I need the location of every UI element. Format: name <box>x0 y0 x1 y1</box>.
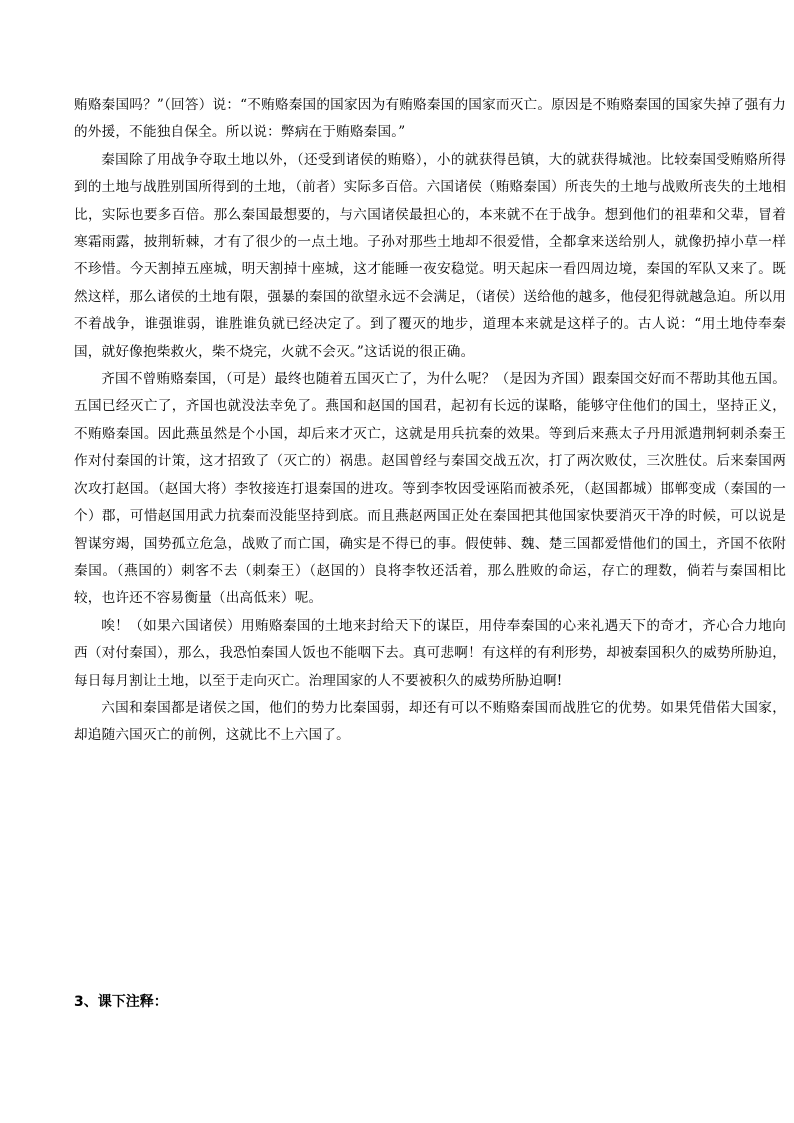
paragraph-5: 六国和秦国都是诸侯之国，他们的势力比秦国弱，却还有可以不贿赂秦国而战胜它的优势。如果凭借偌大国家，却追随六国灭亡的前例，这就比不上六国了。 <box>74 699 786 744</box>
paragraph-3: 齐国不曾贿赂秦国，（可是）最终也随着五国灭亡了，为什么呢？（是因为齐国）跟秦国交好而不帮助其他五国。五国已经灭亡了，齐国也就没法幸免了。燕国和赵国的国君，起初有长远的谋略，能够守住他们的国土，坚持正义，不贿赂秦国。因此燕虽然是个小国，却后来才灭亡，这就是用兵抗秦的效果。等到后来燕太子丹用派遣荆轲刺杀秦王作对付秦国的计策，这才招致了（灭亡的）祸患。赵国曾经与秦国交战五次，打了两次败仗，三次胜仗。后来秦国两次攻打赵国。（赵国大将）李牧接连打退秦国的进攻。等到李牧因受诬陷而被杀死，（赵国都城）邯郸变成（秦国的一个）郡，可惜赵国用武力抗秦而没能坚持到底。而且燕赵两国正处在秦国把其他国家快要消灭干净的时候，可以说是智谋穷竭，国势孤立危急，战败了而亡国，确实是不得已的事。假使韩、魏、楚三国都爱惜他们的国土，齐国不依附秦国。（燕国的）刺客不去（刺秦王）（赵国的）良将李牧还活着，那么胜败的命运，存亡的理数，倘若与秦国相比较，也许还不容易衡量（出高低来）呢。 <box>74 371 786 607</box>
paragraph-4: 唉！（如果六国诸侯）用贿赂秦国的土地来封给天下的谋臣，用侍奉秦国的心来礼遇天下的奇才，齐心合力地向西（对付秦国），那么，我恐怕秦国人饭也不能咽下去。真可悲啊！有这样的有利形势，却被秦国积久的威势所胁迫，每日每月割让土地，以至于走向灭亡。治理国家的人不要被积久的威势所胁迫啊! <box>74 617 786 689</box>
paragraph-2: 秦国除了用战争夺取土地以外，（还受到诸侯的贿赂），小的就获得邑镇，大的就获得城池。比较秦国受贿赂所得到的土地与战胜别国所得到的土地，（前者）实际多百倍。六国诸侯（贿赂秦国）所丧失的土地与战败所丧失的土地相比，实际也要多百倍。那么秦国最想要的，与六国诸侯最担心的，本来就不在于战争。想到他们的祖辈和父辈，冒着寒霜雨露，披荆斩棘，才有了很少的一点土地。子孙对那些土地却不很爱惜，全都拿来送给别人，就像扔掉小草一样不珍惜。今天割掉五座城，明天割掉十座城，这才能睡一夜安稳觉。明天起床一看四周边境，秦国的军队又来了。既然这样，那么诸侯的土地有限，强暴的秦国的欲望永远不会满足，（诸侯）送给他的越多，他侵犯得就越急迫。所以用不着战争，谁强谁弱，谁胜谁负就已经决定了。到了覆灭的地步，道理本来就是这样子的。古人说：“用土地侍奉秦国，就好像抱柴救火，柴不烧完，火就不会灭。”这话说的很正确。 <box>74 151 786 360</box>
section-heading-notes: 3、课下注释： <box>74 994 168 1010</box>
paragraph-1: 贿赂秦国吗？”（回答）说：“不贿赂秦国的国家因为有贿赂秦国的国家而灭亡。原因是不贿赂秦国的国家失掉了强有力的外援，不能独自保全。所以说：弊病在于贿赂秦国。” <box>74 97 786 141</box>
document-body <box>74 92 786 750</box>
